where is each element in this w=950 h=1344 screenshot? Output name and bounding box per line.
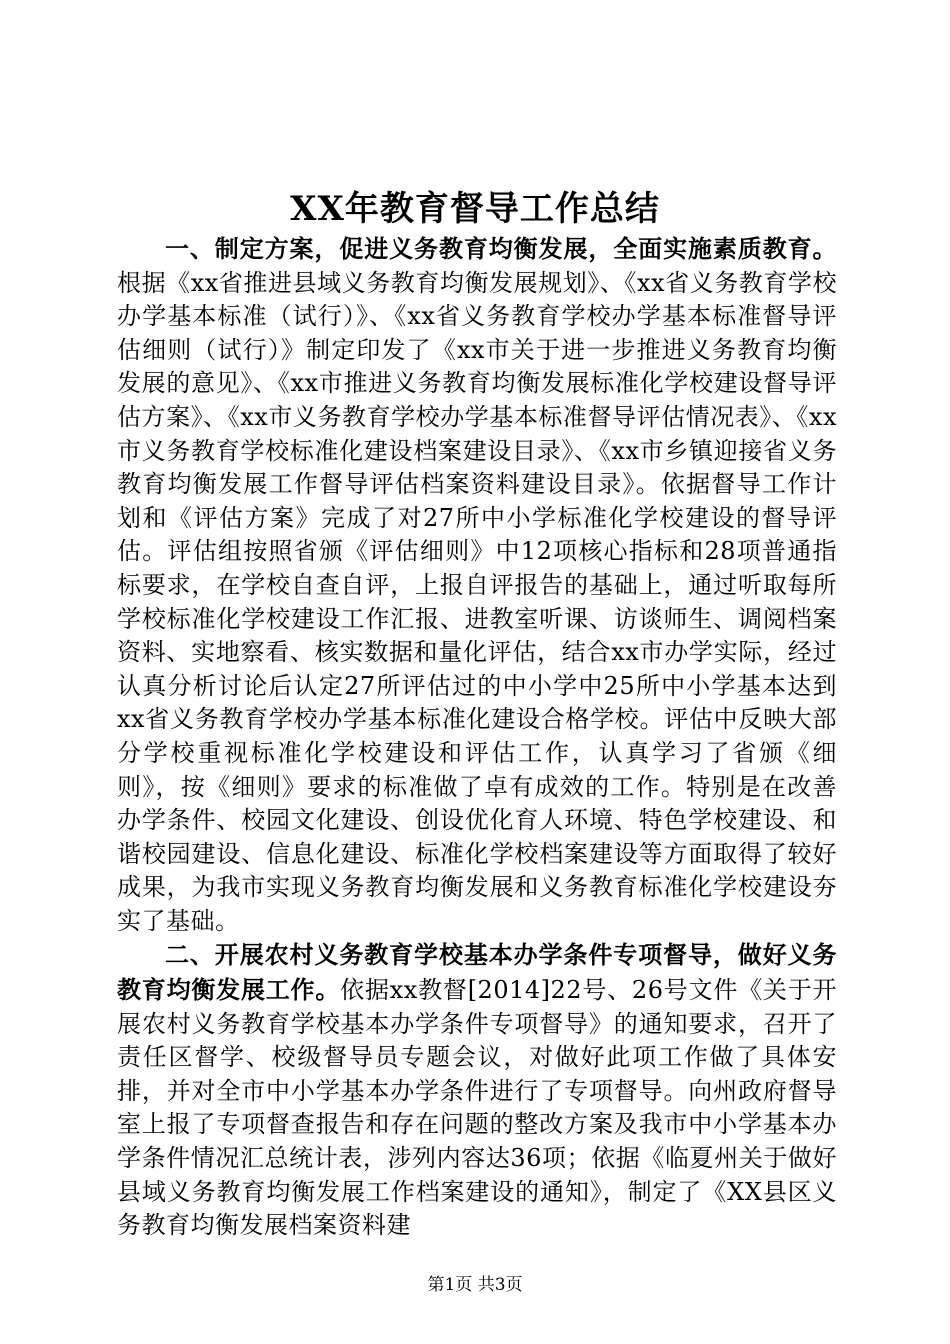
paragraph-1-body: 根据《xx省推进县域义务教育均衡发展规划》、《xx省义务教育学校办学基本标准（试行）》、《xx省义务教育学校办学基本标准督导评估细则（试行）》制定印发了《xx市关于进一步推进义务教育均衡发展的意见》、《xx市推进义务教育均衡发展标准化学校建设督导评估方案》、《xx市义务教育学校办学基本标准督导评估情况表》、《xx市义务教育学校标准化建设档案建设目录》、《xx市乡镇迎接省义务教育均衡发展工作督导评估档案资料建设目录》。依据督导工作计划和《评估方案》完成了对27所中小学标准化学校建设的督导评估。评估组按照省颁《评估细则》中12项核心指标和28项普通指标要求，在学校自查自评，上报自评报告的基础上，通过听取每所学校标准化学校建设工作汇报、进教室听课、访谈师生、调阅档案资料、实地察看、核实数据和量化评估，结合xx市办学实际，经过认真分析讨论后认定27所评估过的中小学中25所中小学基本达到xx省义务教育学校办学基本标准化建设合格学校。评估中反映大部分学校重视标准化学校建设和评估工作，认真学习了省颁《细则》，按《细则》要求的标准做了卓有成效的工作。特别是在改善办学条件、校园文化建设、创设优化育人环境、特色学校建设、和谐校园建设、信息化建设、标准化学校档案建设等方面取得了较好成果，为我市实现义务教育均衡发展和义务教育标准化学校建设夯实了基础。 bbox=[117, 268, 837, 935]
paragraph-2-body: 依据xx教督[2014]22号、26号文件《关于开展农村义务教育学校基本办学条件专项督导》的通知要求，召开了责任区督学、校级督导员专题会议，对做好此项工作做了具体安排，并对全市中小学基本办学条件进行了专项督导。向州政府督导室上报了专项督查报告和存在问题的整改方案及我市中小学基本办学条件情况汇总统计表，涉列内容达36项；依据《临夏州关于做好县域义务教育均衡发展工作档案建设的通知》，制定了《XX县区义务教育均衡发展档案资料建 bbox=[117, 976, 838, 1240]
document-title: XX年教育督导工作总结 bbox=[290, 189, 660, 229]
paragraph-1 bbox=[117, 232, 837, 938]
paragraph-2 bbox=[117, 938, 837, 1242]
paragraph-2-heading: 二、开展农村义务教育学校基本办学条件专项督导，做好义务教育均衡发展工作。 bbox=[117, 940, 837, 1005]
document-body bbox=[117, 232, 837, 1243]
paragraph-1-heading: 一、制定方案，促进义务教育均衡发展，全面实施素质教育。 bbox=[165, 234, 837, 263]
page-number-footer: 第1页 共3页 bbox=[427, 1275, 523, 1295]
